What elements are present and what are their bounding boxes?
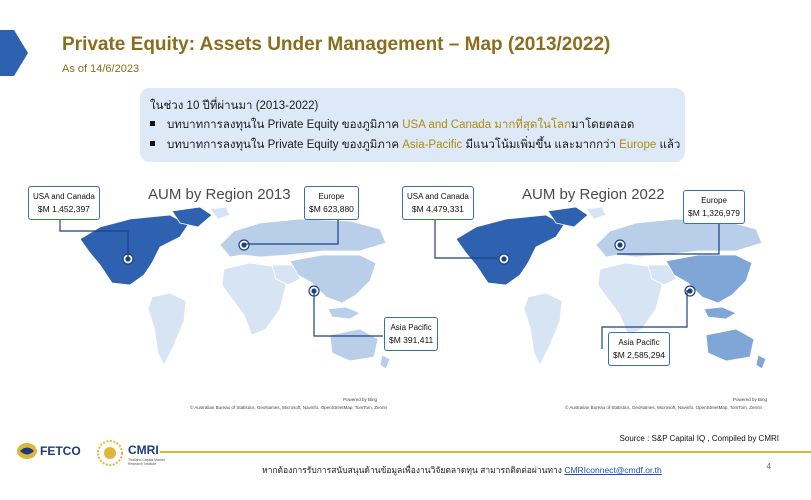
region-value: $M 623,880 [309, 204, 354, 214]
region-name: USA and Canada [33, 192, 95, 201]
region-value: $M 391,411 [389, 335, 434, 345]
page-subtitle: As of 14/6/2023 [62, 63, 140, 75]
cmri-logo-subtext: Thailand Capital Market Research Institute [128, 458, 165, 466]
page-number: 4 [766, 462, 771, 471]
bullet-text: มีแนวโน้มเพิ่มขึ้น และมากกว่า [462, 139, 620, 151]
map-attribution: © Australian Bureau of Statistics, GeoNames, Microsoft, Navinfo, OpenStreetMap, TomTom, Zenrin [565, 405, 763, 410]
region-value: $M 2,585,294 [613, 350, 665, 360]
region-name: USA and Canada [407, 192, 469, 201]
cmri-logo-text: CMRI [128, 443, 159, 457]
contact-text: หากต้องการรับการสนับสนุนด้านข้อมูลเพื่องานวิจัยตลาดทุน สามารถติดต่อผ่านทาง [262, 465, 565, 475]
page-title: Private Equity: Assets Under Management – Map (2013/2022) [62, 34, 611, 55]
map-powered-by: Powered by Bing [343, 397, 378, 402]
region-label-asia-pacific-2022 [608, 332, 670, 366]
region-value: $M 4,479,331 [411, 204, 464, 214]
footer-divider [160, 451, 811, 453]
contact-email-link[interactable]: CMRIconnect@cmdf.or.th [564, 465, 662, 475]
bullet-highlight: USA and Canada [402, 119, 492, 131]
footer-contact [262, 463, 662, 477]
region-name: Asia Pacific [390, 323, 432, 332]
region-label-usa-canada-2013 [28, 186, 100, 220]
source-note: Source : S&P Capital IQ , Compiled by CMRI [619, 434, 779, 443]
region-label-europe-2013 [304, 186, 359, 220]
fetco-logo-icon [16, 442, 38, 460]
bullet-text: แล้ว [656, 139, 681, 151]
region-value: $M 1,326,979 [688, 208, 740, 218]
map-title-2022: AUM by Region 2022 [522, 186, 665, 203]
bullet-highlight: Asia-Pacific [402, 139, 463, 151]
bullet-text: บทบาทการลงทุนใน Private Equity ของภูมิภาค [167, 119, 403, 131]
cmri-logo-icon [96, 439, 124, 467]
map-powered-by: Powered by Bing [733, 397, 768, 402]
map-attribution: © Australian Bureau of Statistics, GeoNames, Microsoft, Navinfo, OpenStreetMap, TomTom, Zenrin [190, 405, 388, 410]
region-name: Europe [701, 196, 727, 205]
region-label-europe-2022 [683, 190, 745, 224]
region-name: Asia Pacific [618, 338, 660, 347]
region-label-usa-canada-2022 [402, 186, 474, 220]
region-label-asia-pacific-2013 [384, 317, 438, 351]
callout-intro: ในช่วง 10 ปีที่ผ่านมา (2013-2022) [150, 100, 319, 112]
map-title-2013: AUM by Region 2013 [148, 186, 291, 203]
fetco-logo-text: FETCO [40, 444, 81, 458]
bullet-highlight: มากที่สุดในโลก [494, 119, 572, 131]
region-name: Europe [318, 192, 345, 201]
bullet-text: บทบาทการลงทุนใน Private Equity ของภูมิภาค [167, 139, 403, 151]
region-value: $M 1,452,397 [37, 204, 90, 214]
bullet-text: มาโดยตลอด [571, 119, 635, 131]
bullet-highlight: Europe [619, 139, 657, 151]
